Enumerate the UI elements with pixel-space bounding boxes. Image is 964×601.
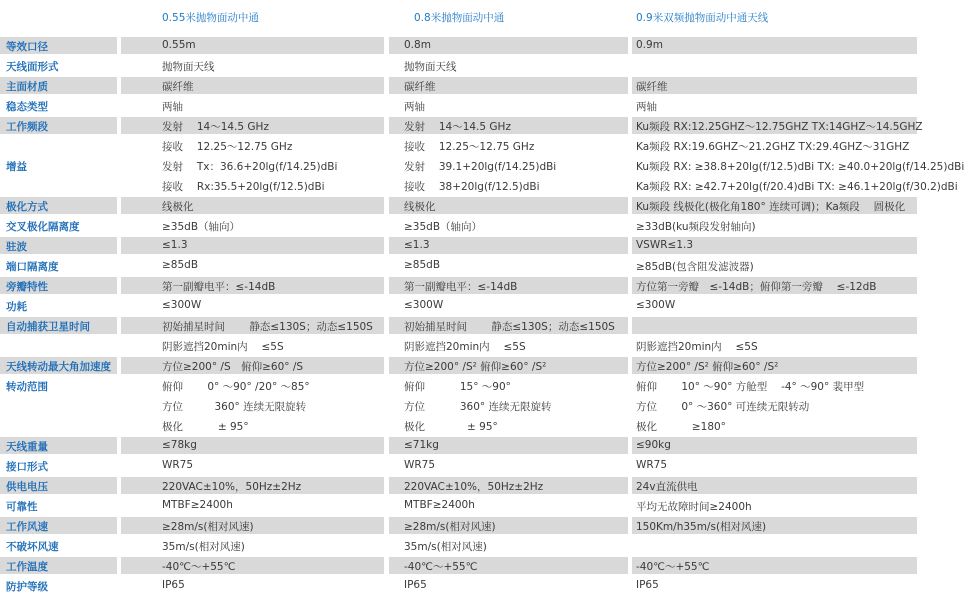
row-label: 天线面形式 [6,61,59,73]
cell-value: 发射 14～14.5 GHz [162,121,269,133]
cell-value: -40℃～+55℃ [404,561,478,573]
cell-value: 220VAC±10%，50Hz±2Hz [404,481,544,493]
cell-value: 抛物面天线 [404,61,457,73]
cell-value: IP65 [162,579,185,591]
cell-value: 150Km/h35m/s(相对风速) [636,521,767,533]
cell-value: 两轴 [636,101,657,113]
cell-value: ≤300W [636,299,676,311]
cell-value: 方位 0° ～360° 可连续无限转动 [636,401,810,413]
cell-value: Ku频段 线极化(极化角180° 连续可调)；Ka频段 圆极化 [636,201,906,213]
cell-value: 发射 Tx：36.6+20lg(f/14.25)dBi [162,161,338,173]
cell-value: IP65 [636,579,659,591]
cell-value: 方位第一旁瓣 ≤-14dB；俯仰第一旁瓣 ≤-12dB [636,281,877,293]
cell-value: 碳纤维 [636,81,668,93]
cell-value: 0.8m [404,39,431,51]
row-label: 不破坏风速 [6,541,59,553]
cell-value: ≥35dB（轴向） [404,221,483,233]
table-row [0,317,917,357]
stripe-segment [121,557,384,574]
stripe-segment [632,77,917,94]
cell-value: 方位≥200° /S 俯仰≥60° /S [162,361,304,373]
stripe-segment [632,37,917,54]
cell-value: ≤90kg [636,439,671,451]
row-label: 天线重量 [6,441,48,453]
row-label: 工作风速 [6,521,48,533]
cell-value: 方位≥200° /S² 俯仰≥60° /S² [636,361,779,373]
table-row [0,237,917,257]
stripe-segment [121,77,384,94]
row-label: 功耗 [6,301,27,313]
row-label: 自动捕获卫星时间 [6,321,90,333]
cell-value: 阴影遮挡20min内 ≤5S [162,341,284,353]
cell-value: ≥85dB [162,259,199,271]
cell-value: 碳纤维 [162,81,194,93]
cell-value: 35m/s(相对风速) [404,541,487,553]
table-row [0,157,964,197]
row-label: 供电电压 [6,481,48,493]
cell-value: -40℃～+55℃ [636,561,710,573]
cell-value: 接收 38+20lg(f/12.5)dBi [404,181,540,193]
cell-value: 35m/s(相对风速) [162,541,245,553]
cell-value: 极化 ± 95° [404,421,498,433]
row-label: 等效口径 [6,41,48,53]
row-label: 端口隔离度 [6,261,59,273]
table-row [0,357,917,377]
cell-value: Ku频段 RX:12.25GHZ～12.75GHZ TX:14GHZ～14.5GHZ [636,121,923,133]
cell-value: 发射 39.1+20lg(f/14.25)dBi [404,161,557,173]
cell-value: 方位 360° 连续无限旋转 [162,401,307,413]
cell-value: ≤300W [404,299,444,311]
cell-value: Ku频段 RX: ≥38.8+20lg(f/12.5)dBi TX: ≥40.0+20lg(f/14.25)dBi [636,161,964,173]
cell-value: 俯仰 0° ～90° /20° ～85° [162,381,310,393]
cell-value: 发射 14～14.5 GHz [404,121,511,133]
stripe-segment [632,317,917,334]
table-row [0,277,917,297]
row-label: 可靠性 [6,501,38,513]
table-row [0,37,917,57]
table-row [0,437,917,457]
cell-value: 方位≥200° /S² 俯仰≥60° /S² [404,361,547,373]
cell-value: WR75 [162,459,194,471]
table-row [0,217,917,237]
table-row [0,257,917,277]
stripe-segment [121,37,384,54]
table-row [0,197,917,217]
table-row [0,377,917,437]
row-label: 防护等级 [6,581,48,593]
cell-value: 接收 12.25～12.75 GHz [404,141,535,153]
row-label: 转动范围 [6,381,48,393]
cell-value: 碳纤维 [404,81,436,93]
row-label: 稳态类型 [6,101,48,113]
cell-value: 接收 12.25～12.75 GHz [162,141,293,153]
cell-value: 初始捕星时间 静态≤130S；动态≤150S [404,321,615,333]
cell-value: 第一副瓣电平：≤-14dB [162,281,276,293]
cell-value: 线极化 [162,201,194,213]
cell-value: WR75 [404,459,436,471]
table-row [0,297,917,317]
table-header [0,0,917,34]
cell-value: 平均无故障时间≥2400h [636,501,752,513]
row-label: 天线转动最大角加速度 [6,361,111,373]
table-row [0,457,917,477]
cell-value: ≥33dB(ku频段发射轴向) [636,221,756,233]
cell-value: ≤1.3 [162,239,188,251]
cell-value: 方位 360° 连续无限旋转 [404,401,552,413]
cell-value: ≥28m/s(相对风速) [162,521,254,533]
cell-value: ≤78kg [162,439,197,451]
cell-value: ≤71kg [404,439,439,451]
table-row [0,57,917,77]
table-row [0,477,917,497]
row-stripe [0,37,917,54]
cell-value: VSWR≤1.3 [636,239,694,251]
cell-value: Ka频段 RX:19.6GHZ～21.2GHZ TX:29.4GHZ～31GHZ [636,141,910,153]
table-row [0,577,917,597]
cell-value: 0.55m [162,39,196,51]
row-stripe [0,437,917,454]
cell-value: 极化 ≥180° [636,421,726,433]
cell-value: 220VAC±10%，50Hz±2Hz [162,481,302,493]
table-row [0,97,917,117]
row-label: 旁瓣特性 [6,281,48,293]
row-label: 工作温度 [6,561,48,573]
cell-value: ≥35dB（轴向） [162,221,241,233]
cell-value: -40℃～+55℃ [162,561,236,573]
table-row [0,117,923,157]
cell-value: 两轴 [404,101,425,113]
cell-value: 线极化 [404,201,436,213]
table-row [0,557,917,577]
stripe-segment [121,437,384,454]
table-row [0,517,917,537]
cell-value: 24v直流供电 [636,481,698,493]
stripe-segment [632,437,917,454]
row-stripe [0,77,917,94]
cell-value: MTBF≥2400h [162,499,233,511]
cell-value: ≥85dB [404,259,441,271]
row-label: 增益 [6,161,27,173]
cell-value: ≤1.3 [404,239,430,251]
cell-value: 0.9m [636,39,663,51]
cell-value: WR75 [636,459,668,471]
cell-value: 俯仰 10° ～90° 方舱型 -4° ～90° 裴甲型 [636,381,865,393]
cell-value: ≥28m/s(相对风速) [404,521,496,533]
cell-value: MTBF≥2400h [404,499,475,511]
stripe-segment [121,237,384,254]
column-header-08: 0.8米抛物面动中通 [414,12,505,24]
cell-value: 阴影遮挡20min内 ≤5S [636,341,758,353]
cell-value: 极化 ± 95° [162,421,249,433]
stripe-segment [121,197,384,214]
cell-value: 初始捕星时间 静态≤130S；动态≤150S [162,321,373,333]
table-row [0,77,917,97]
column-header-09: 0.9米双频抛物面动中通天线 [636,12,769,24]
row-label: 交叉极化隔离度 [6,221,80,233]
table-row [0,537,917,557]
cell-value: ≤300W [162,299,202,311]
cell-value: ≥85dB(包含阻发滤波器) [636,261,754,273]
row-label: 主面材质 [6,81,48,93]
column-header-055: 0.55米抛物面动中通 [162,12,259,24]
row-label: 接口形式 [6,461,48,473]
cell-value: 第一副瓣电平：≤-14dB [404,281,518,293]
cell-value: 接收 Rx:35.5+20lg(f/12.5)dBi [162,181,325,193]
row-label: 极化方式 [6,201,48,213]
row-stripe [0,237,917,254]
cell-value: 阴影遮挡20min内 ≤5S [404,341,526,353]
row-label: 驻波 [6,241,27,253]
row-label: 工作频段 [6,121,48,133]
cell-value: IP65 [404,579,427,591]
cell-value: 俯仰 15° ～90° [404,381,511,393]
cell-value: Ka频段 RX: ≥42.7+20lg(f/20.4)dBi TX: ≥46.1+20lg(f/30.2)dBi [636,181,958,193]
cell-value: 两轴 [162,101,183,113]
cell-value: 抛物面天线 [162,61,215,73]
table-row [0,497,917,517]
